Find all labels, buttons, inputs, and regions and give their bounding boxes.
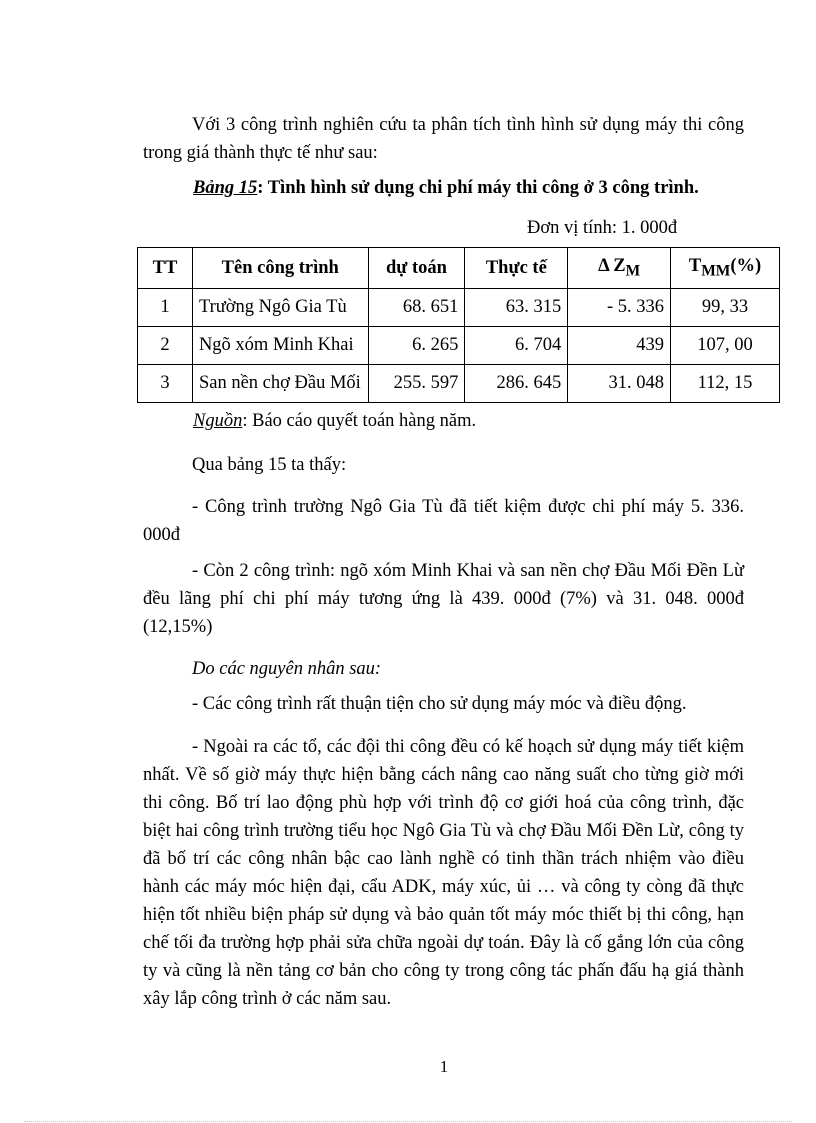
header-ratio-text: T xyxy=(688,255,702,276)
header-name: Tên công trình xyxy=(192,248,368,289)
header-delta-text: Δ Z xyxy=(598,255,626,276)
cell-actual: 63. 315 xyxy=(465,289,568,327)
cell-ratio: 99, 33 xyxy=(671,289,780,327)
cell-delta: - 5. 336 xyxy=(568,289,671,327)
header-ratio-unit: (%) xyxy=(730,255,762,276)
cell-tt: 2 xyxy=(138,327,193,365)
planning-paragraph: - Ngoài ra các tổ, các đội thi công đều có kế hoạch sử dụng máy tiết kiệm nhất. Về số giờ máy thực hiện bằng cách nâng cao năng suất cho từng giờ mới thi công. Bố trí lao động phù hợp với trình độ cơ giới hoá của công trình, đặc biệt hai công trình trường tiểu học Ngô Gia Tù và chợ Đầu Mối Đền Lừ, công ty đã bố trí các công nhân bậc cao lành nghề có tinh thần trách nhiệm vào điều hành các máy móc hiện đại, cẩu ADK, máy xúc, ủi … và công ty còng đã thực hiện tốt nhiều biện pháp sử dụng và bảo quản tốt máy móc thiết bị thi công, hạn chế tối đa trường hợp phải sửa chữa ngoài dự toán. Đây là cố gắng lớn của công ty và cũng là nền tảng cơ bản cho công ty trong công tác phấn đấu hạ giá thành xây lắp công trình ở các năm sau. xyxy=(143,737,744,1009)
table-row xyxy=(138,365,780,403)
header-delta-sub: M xyxy=(625,262,641,280)
table-row xyxy=(138,289,780,327)
header-actual: Thực tế xyxy=(465,248,568,289)
cell-name: Trường Ngô Gia Tù xyxy=(192,289,368,327)
header-ratio-sub: MM xyxy=(701,262,731,280)
page-divider xyxy=(24,1121,792,1122)
see-table-paragraph: Qua bảng 15 ta thấy: xyxy=(192,455,347,475)
cell-estimate: 6. 265 xyxy=(368,327,465,365)
cell-estimate: 68. 651 xyxy=(368,289,465,327)
table-caption xyxy=(193,178,699,199)
cell-actual: 286. 645 xyxy=(465,365,568,403)
machine-cost-table xyxy=(137,247,780,403)
cell-delta: 439 xyxy=(568,327,671,365)
cell-name: San nền chợ Đầu Mối xyxy=(192,365,368,403)
cell-delta: 31. 048 xyxy=(568,365,671,403)
page-number: 1 xyxy=(439,1057,449,1076)
header-estimate: dự toán xyxy=(368,248,465,289)
cell-tt: 3 xyxy=(138,365,193,403)
cell-estimate: 255. 597 xyxy=(368,365,465,403)
table-row xyxy=(138,327,780,365)
cell-tt: 1 xyxy=(138,289,193,327)
cell-name: Ngõ xóm Minh Khai xyxy=(192,327,368,365)
table-header-row xyxy=(138,248,780,289)
header-tt: TT xyxy=(138,248,193,289)
convenience-paragraph: - Các công trình rất thuận tiện cho sử dụng máy móc và điều động. xyxy=(192,694,687,714)
table-caption-label: Bảng 15 xyxy=(193,178,258,198)
table-caption-text: : Tình hình sử dụng chi phí máy thi công ở 3 công trình. xyxy=(257,178,699,198)
header-ratio xyxy=(671,248,780,289)
waste-paragraph: - Còn 2 công trình: ngõ xóm Minh Khai và san nền chợ Đầu Mối Đền Lừ đều lãng phí chi phí máy tương ứng là 439. 000đ (7%) và 31. 048. 000đ (12,15%) xyxy=(143,561,744,637)
unit-note: Đơn vị tính: 1. 000đ xyxy=(527,218,678,238)
source-label: Nguồn xyxy=(193,411,243,431)
intro-paragraph: Với 3 công trình nghiên cứu ta phân tích tình hình sử dụng máy thi công trong giá thành thực tế như sau: xyxy=(143,115,744,163)
cell-actual: 6. 704 xyxy=(465,327,568,365)
reasons-heading: Do các nguyên nhân sau: xyxy=(192,659,382,679)
saving-paragraph: - Công trình trường Ngô Gia Tù đã tiết kiệm được chi phí máy 5. 336. 000đ xyxy=(143,497,744,545)
cell-ratio: 107, 00 xyxy=(671,327,780,365)
source-text: : Báo cáo quyết toán hàng năm. xyxy=(242,411,477,431)
cell-ratio: 112, 15 xyxy=(671,365,780,403)
source-note xyxy=(193,411,476,432)
header-delta xyxy=(568,248,671,289)
